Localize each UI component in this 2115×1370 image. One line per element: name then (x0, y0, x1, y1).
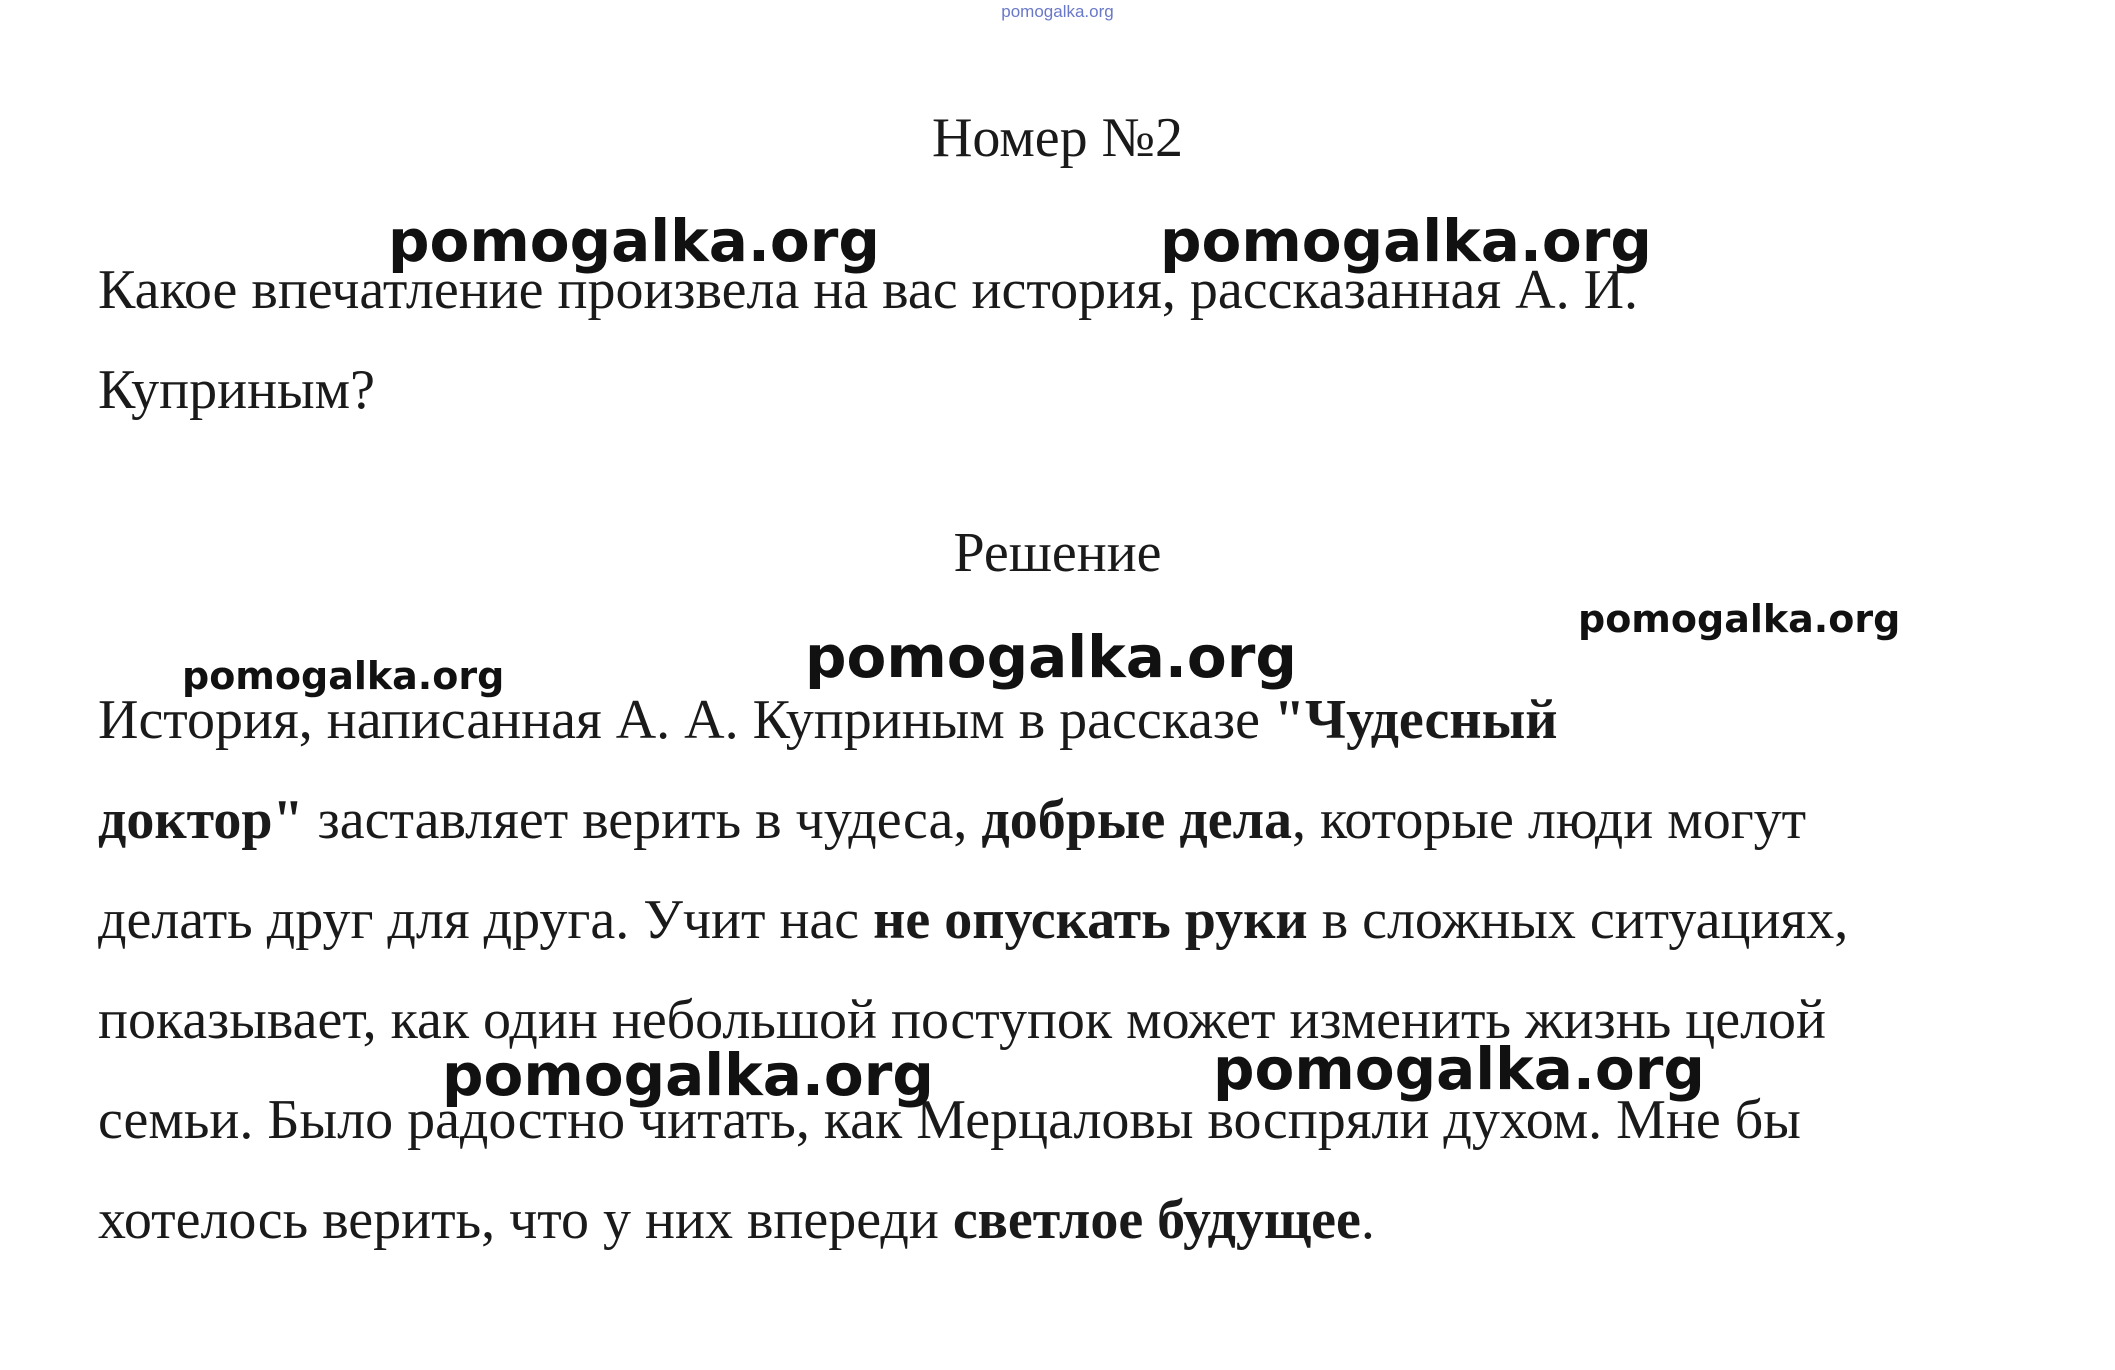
watermark: pomogalka.org (182, 654, 505, 698)
question-line-1: Какое впечатление произвела на вас история, рассказанная А. И. (98, 259, 1639, 321)
answer-bold-segment: добрые дела (981, 789, 1293, 851)
answer-line-6 (98, 1170, 2028, 1270)
answer-bold-segment: "Чудесный (1273, 689, 1558, 751)
watermark: pomogalka.org (805, 623, 1297, 691)
answer-text (98, 670, 2028, 1270)
answer-text-segment: в сложных ситуациях, (1307, 889, 1849, 951)
source-watermark-top: pomogalka.org (1001, 2, 1114, 21)
answer-bold-segment: доктор" (98, 789, 304, 851)
answer-text-segment: хотелось верить, что у них впереди (98, 1189, 953, 1251)
solution-heading: Решение (953, 522, 1162, 584)
answer-line-5: семьи. Было радостно читать, как Мерцаловы воспряли духом. Мне бы (98, 1089, 1801, 1151)
page-title: Номер №2 (931, 107, 1184, 169)
answer-line-3 (98, 870, 2028, 970)
question-line-2: Куприным? (98, 359, 375, 421)
watermark: pomogalka.org (1213, 1035, 1705, 1103)
answer-text-segment: делать друг для друга. Учит нас (98, 889, 874, 951)
answer-text-segment: . (1360, 1189, 1375, 1251)
watermark: pomogalka.org (1578, 597, 1901, 641)
watermark: pomogalka.org (388, 207, 880, 275)
answer-text-segment: , которые люди могут (1292, 789, 1807, 851)
answer-text-segment: История, написанная А. А. Куприным в рассказе (98, 689, 1274, 751)
answer-text-segment: заставляет верить в чудеса, (303, 789, 982, 851)
answer-line-4: показывает, как один небольшой поступок может изменить жизнь целой (98, 989, 1827, 1051)
answer-line-2 (98, 770, 2028, 870)
answer-bold-segment: светлое будущее (952, 1189, 1361, 1251)
answer-bold-segment: не опускать руки (873, 889, 1308, 951)
watermark: pomogalka.org (1160, 207, 1652, 275)
watermark: pomogalka.org (442, 1041, 934, 1109)
